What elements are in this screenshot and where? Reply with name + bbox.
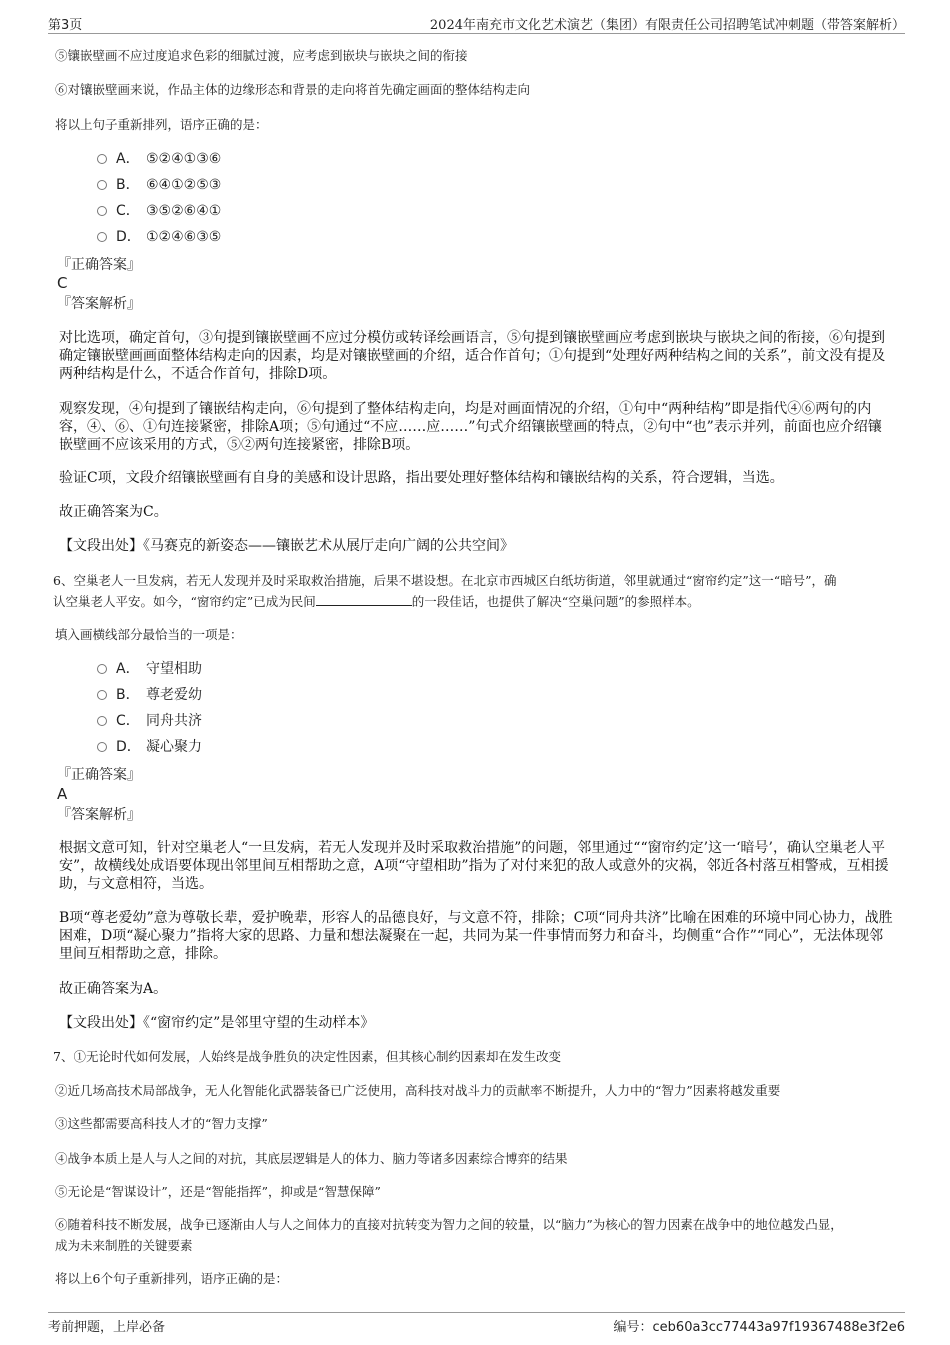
- q6-source: 【文段出处】《“窗帘约定”是邻里守望的生动样本》: [59, 1015, 375, 1031]
- q5-answer-label: 『正确答案』: [57, 257, 141, 273]
- page-header: [48, 14, 905, 34]
- q6-option-c[interactable]: C． 同舟共济: [97, 711, 202, 731]
- q6-stem-line-2: 认空巢老人平安。如今，“窗帘约定”已成为民间 的一段佳话，也提供了解决“空巢问题”的参照样本。: [53, 594, 700, 609]
- document-id: 编号：ceb60a3cc77443a97f19367488e3f2e6: [613, 1320, 905, 1335]
- q5-option-a[interactable]: A． ⑤②④①③⑥: [97, 149, 221, 169]
- footer-slogan: 考前押题，上岸必备: [48, 1320, 166, 1335]
- q5-analysis-3: 验证C项，文段介绍镶嵌壁画有自身的美感和设计思路，指出要处理好整体结构和镶嵌结构的关系，符合逻辑，当选。: [59, 470, 784, 486]
- fill-blank: [316, 594, 412, 606]
- radio-icon[interactable]: [97, 742, 107, 752]
- q7-sentence-4: ④战争本质上是人与人之间的对抗，其底层逻辑是人的体力、脑力等诸多因素综合博弈的结果: [55, 1151, 568, 1166]
- page-number: 第3页: [48, 18, 83, 33]
- radio-icon[interactable]: [97, 690, 107, 700]
- q5-prompt: 将以上句子重新排列，语序正确的是：: [55, 117, 268, 132]
- q5-source: 【文段出处】《马赛克的新姿态——镶嵌艺术从展厅走向广阔的公共空间》: [59, 538, 514, 554]
- radio-icon[interactable]: [97, 180, 107, 190]
- q6-option-b[interactable]: B． 尊老爱幼: [97, 685, 202, 705]
- q7-sentence-3: ③这些都需要高科技人才的“智力支撑”: [55, 1116, 268, 1131]
- q5-analysis-4: 故正确答案为C。: [59, 504, 168, 520]
- radio-icon[interactable]: [97, 154, 107, 164]
- q5-option-b[interactable]: B． ⑥④①②⑤③: [97, 175, 221, 195]
- q6-analysis-1: 根据文意可知，针对空巢老人“一旦发病，若无人发现并及时采取救治措施”的问题，邻里通过““窗帘约定’这一‘暗号’，确认空巢老人平安”，故横线处成语要体现出邻里间互相帮助之意，A项“守望相助”指为了对付来犯的敌人或意外的灾祸，邻近各村落互相警戒，互相援助，与文意相符，当选。: [59, 840, 889, 892]
- q6-option-d[interactable]: D． 凝心聚力: [97, 737, 202, 757]
- radio-icon[interactable]: [97, 232, 107, 242]
- q5-analysis-2: 观察发现，④句提到了镶嵌结构走向，⑥句提到了整体结构走向，均是对画面情况的介绍，①句中“两种结构”即是指代④⑥两句的内容，④、⑥、①句连接紧密，排除A项；⑤句通过“不应……应……”句式介绍镶嵌壁画的特点，②句中“也”表示并列，前面也应介绍镶嵌壁画不应该采用的方式，⑤②两句连接紧密，排除B项。: [59, 401, 882, 453]
- q6-prompt: 填入画横线部分最恰当的一项是：: [55, 627, 243, 642]
- q6-stem-line-1: 6、空巢老人一旦发病，若无人发现并及时采取救治措施，后果不堪设想。在北京市西城区白纸坊街道，邻里就通过“窗帘约定”这一“暗号”，确: [53, 573, 837, 588]
- document-title: 2024年南充市文化艺术演艺（集团）有限责任公司招聘笔试冲刺题（带答案解析）: [429, 18, 905, 33]
- q5-sentence-6: ⑥对镶嵌壁画来说，作品主体的边缘形态和背景的走向将首先确定画面的整体结构走向: [55, 82, 531, 97]
- q6-analysis-3: 故正确答案为A。: [59, 981, 168, 997]
- q6-analysis-2: B项“尊老爱幼”意为尊敬长辈，爱护晚辈，形容人的品德良好，与文意不符，排除；C项“同舟共济”比喻在困难的环境中同心协力，战胜困难，D项“凝心聚力”指将大家的思路、力量和想法凝聚在一起，共同为某一件事情而努力和奋斗，均侧重“合作”“同心”，无法体现邻里间互相帮助之意，排除。: [59, 910, 893, 962]
- page-footer: [48, 1312, 905, 1334]
- q6-answer-label: 『正确答案』: [57, 767, 141, 783]
- q7-sentence-5: ⑤无论是“智谋设计”，还是“智能指挥”，抑或是“智慧保障”: [55, 1184, 381, 1199]
- q7-sentence-6-line-1: ⑥随着科技不断发展，战争已逐渐由人与人之间体力的直接对抗转变为智力之间的较量，以“脑力”为核心的智力因素在战争中的地位越发凸显，: [55, 1217, 843, 1232]
- q5-option-c[interactable]: C． ③⑤②⑥④①: [97, 201, 221, 221]
- q5-answer: C: [57, 274, 68, 292]
- q7-prompt: 将以上6个句子重新排列，语序正确的是：: [55, 1271, 288, 1286]
- q7-sentence-1: 7、①无论时代如何发展，人始终是战争胜负的决定性因素，但其核心制约因素却在发生改变: [53, 1049, 561, 1064]
- q5-option-d[interactable]: D． ①②④⑥③⑤: [97, 227, 221, 247]
- radio-icon[interactable]: [97, 716, 107, 726]
- q7-sentence-2: ②近几场高技术局部战争，无人化智能化武器装备已广泛使用，高科技对战斗力的贡献率不断提升，人力中的“智力”因素将越发重要: [55, 1083, 781, 1098]
- q5-analysis-1: 对比选项，确定首句，③句提到镶嵌壁画不应过分模仿或转译绘画语言，⑤句提到镶嵌壁画应考虑到嵌块与嵌块之间的衔接，⑥句提到确定镶嵌壁画画面整体结构走向的因素，均是对镶嵌壁画的介绍，适合作首句；①句提到“处理好两种结构之间的关系”，前文没有提及两种结构是什么，不适合作首句，排除D项。: [59, 330, 886, 382]
- radio-icon[interactable]: [97, 206, 107, 216]
- q6-option-a[interactable]: A． 守望相助: [97, 659, 202, 679]
- q7-sentence-6-line-2: 成为未来制胜的关键要素: [55, 1238, 193, 1253]
- q6-answer: A: [57, 785, 68, 803]
- radio-icon[interactable]: [97, 664, 107, 674]
- q6-analysis-label: 『答案解析』: [57, 807, 141, 823]
- q5-analysis-label: 『答案解析』: [57, 296, 141, 312]
- q5-sentence-5: ⑤镶嵌壁画不应过度追求色彩的细腻过渡，应考虑到嵌块与嵌块之间的衔接: [55, 48, 468, 63]
